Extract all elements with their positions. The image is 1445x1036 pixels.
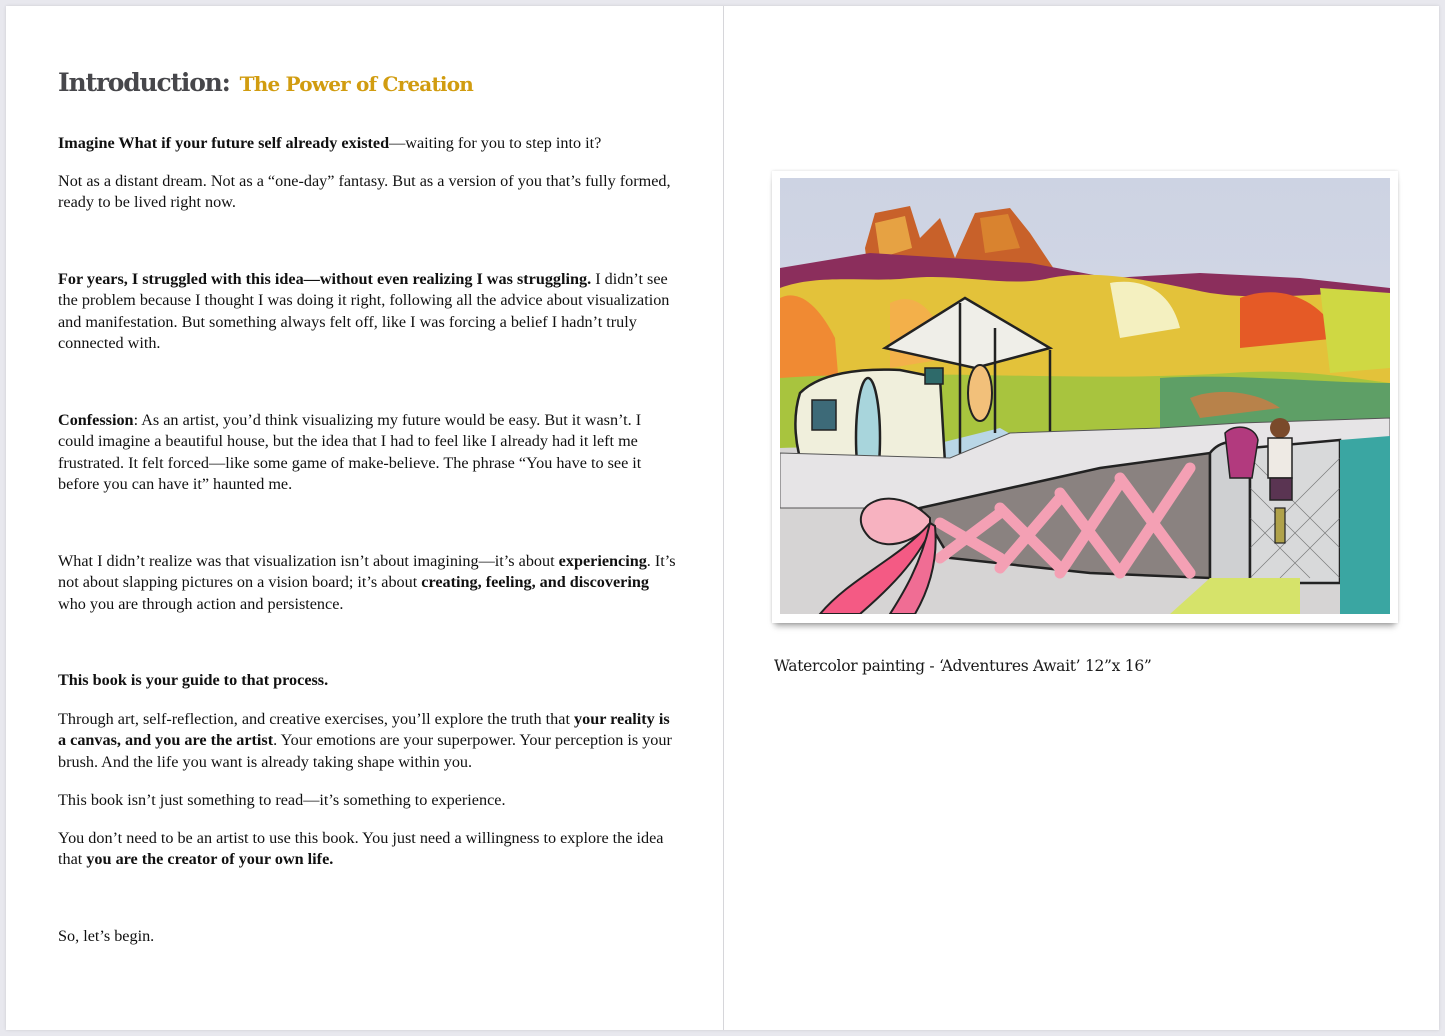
bold-text: This book is your guide to that process.: [58, 671, 329, 689]
painting-caption: Watercolor painting - ‘Adventures Await’ 12”x 16”: [774, 657, 1152, 675]
body-paragraph: [58, 133, 678, 154]
body-paragraph: [58, 410, 678, 495]
chapter-title-subtitle: The Power of Creation: [239, 72, 473, 96]
watercolor-painting-image: [780, 178, 1390, 614]
text-run: . It’s not about slapping pictures on a vision board; it’s about: [58, 552, 676, 592]
painting-frame: [772, 171, 1398, 623]
body-paragraph: [58, 670, 678, 691]
text-run: What I didn’t realize was that visualization isn’t about imagining—it’s about: [58, 552, 559, 570]
body-paragraph: [58, 926, 678, 947]
bold-text: creating, feeling, and discovering: [421, 573, 649, 592]
book-spread: [6, 6, 1439, 1030]
text-run: —waiting for you to step into it?: [389, 134, 602, 152]
body-paragraph: [58, 709, 678, 773]
body-paragraph: [58, 269, 678, 354]
right-page: [724, 6, 1439, 1030]
chapter-title: [58, 61, 473, 99]
text-run: Not as a distant dream. Not as a “one-day” fantasy. But as a version of you that’s fully formed, ready to be lived right now.: [58, 172, 671, 212]
text-run: . Your emotions are your superpower. Your perception is your brush. And the life you want is already taking shape within you.: [58, 731, 672, 771]
bold-text: For years, I struggled with this idea—without even realizing I was struggling.: [58, 270, 592, 288]
text-run: So, let’s begin.: [58, 927, 155, 945]
text-run: I didn’t see the problem because I thought I was doing it right, following all the advice about visualization and manifestation. But something always felt off, like I was forcing a belief I hadn’t truly connected with.: [58, 270, 670, 352]
bold-text: you are the creator of your own life.: [86, 850, 334, 869]
body-paragraph: [58, 790, 678, 811]
text-run: who you are through action and persistence.: [58, 594, 344, 613]
painting-illustration: [780, 178, 1390, 614]
bold-text: experiencing: [558, 552, 647, 570]
bold-text: Confession: [58, 411, 134, 429]
text-run: Through art, self-reflection, and creative exercises, you’ll explore the truth that: [58, 710, 574, 728]
body-paragraph: [58, 551, 678, 615]
bold-text: your reality is a canvas, and you are the artist: [58, 710, 670, 750]
body-paragraph: [58, 171, 678, 214]
body-paragraph: [58, 828, 678, 871]
text-run: You don’t need to be an artist to use this book. You just need a willingness to explore the idea that: [58, 829, 664, 869]
bold-text: Imagine What if your future self already existed: [58, 134, 390, 152]
text-run: : As an artist, you’d think visualizing my future would be easy. But it wasn’t. I could imagine a beautiful house, but the idea that I had to feel like I already had it left me frustrated. It felt forced—like some game of make-believe. The phrase “You have to see it before you can have it” haunted me.: [58, 411, 642, 493]
text-run: This book isn’t just something to read—it’s something to experience.: [58, 791, 506, 809]
left-page: [6, 6, 723, 1030]
chapter-title-main: Introduction:: [58, 68, 230, 97]
